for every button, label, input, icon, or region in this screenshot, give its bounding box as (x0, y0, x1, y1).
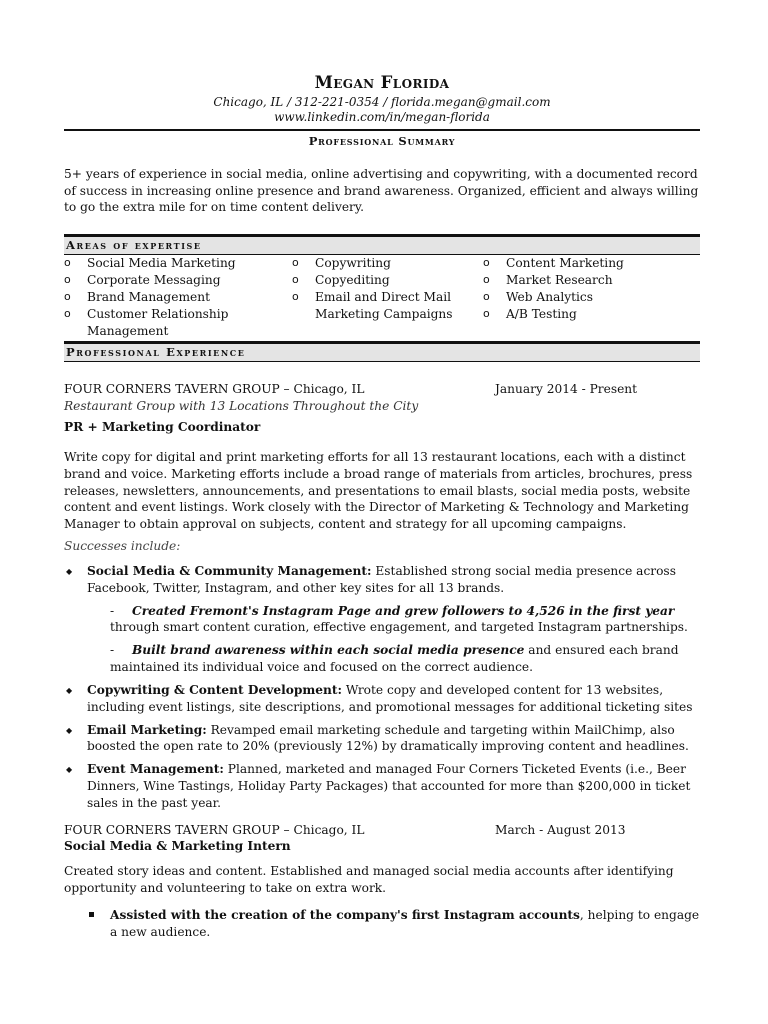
achievement-item: ◆ Copywriting & Content Development: Wrote copy and developed content for 13 websites, including event listings, site descriptions, and promotional messages for additional ticketing sites (66, 682, 693, 714)
expertise-column-2 (292, 255, 483, 339)
experience-heading: Professional Experience (64, 341, 700, 362)
diamond-bullet-icon: ◆ (66, 765, 73, 775)
expertise-column-3 (483, 255, 700, 339)
header-divider (64, 129, 700, 131)
linkedin-url: www.linkedin.com/in/megan-florida (274, 110, 490, 125)
diamond-bullet-icon: ◆ (66, 725, 73, 735)
expertise-item: o Market Research (483, 273, 613, 288)
job-1-header (64, 381, 700, 398)
resume-page (64, 70, 700, 941)
job-1-subtitle: Restaurant Group with 13 Locations Throughout the City (64, 399, 419, 414)
job-2-header (64, 822, 700, 839)
expertise-list (64, 255, 700, 339)
expertise-item: o Social Media Marketing (64, 256, 236, 271)
expertise-item: o Content Marketing (483, 256, 624, 271)
candidate-name: Megan Florida (314, 73, 450, 92)
job-2-role: Social Media & Marketing Intern (64, 839, 291, 854)
job-2-company: FOUR CORNERS TAVERN GROUP – Chicago, IL (64, 822, 365, 837)
expertise-column-1 (64, 255, 292, 339)
expertise-item: o Customer Relationship Management (64, 306, 229, 338)
achievement-item: ◆ Social Media & Community Management: Established strong social media presence across Facebook, Twitter, Instagram, and other key sites for all 13 brands. - Created Fremont's Instagram Page and grew followers to 4,526 in the first year through smart content curation, effective engagement, and targeted Instagram partnerships. - Built brand awareness within each social media presence and ensured each brand maintained its individual voice and focused on the correct audience. (64, 563, 700, 676)
expertise-item: o Web Analytics (483, 289, 593, 304)
job-2-description: Created story ideas and content. Established and managed social media accounts after identifying opportunity and volunteering to take on extra work. (64, 864, 674, 896)
diamond-bullet-icon: ◆ (66, 566, 73, 576)
job-1-description: Write copy for digital and print marketing efforts for all 13 restaurant locations, each with a distinct brand and voice. Marketing efforts include a broad range of materials from articles, brochures, press releases, newsletters, announcements, and presentations to email blasts, social media posts, website content and event listings. Work closely with the Director of Marketing & Technology and Marketing Manager to obtain approval on subjects, content and strategy for all upcoming campaigns. (64, 449, 693, 532)
achievement-item: ◆ Email Marketing: Revamped email marketing schedule and targeting within MailChimp, also boosted the open rate to 20% (previously 12%) by dramatically improving content and headlines. (66, 722, 689, 754)
summary-text: 5+ years of experience in social media, online advertising and copywriting, with a documented record of success in increasing online presence and brand awareness. Organized, efficient and always willing to go the extra mile for on time content delivery. (64, 166, 699, 215)
expertise-item: o Copywriting (292, 256, 391, 271)
contact-line: Chicago, IL / 312-221-0354 / florida.megan@gmail.com (213, 94, 551, 109)
job-1-achievements (64, 563, 700, 812)
job-1-dates: January 2014 - Present (495, 382, 638, 397)
diamond-bullet-icon: ◆ (66, 685, 73, 695)
expertise-item: o Email and Direct Mail Marketing Campaigns (292, 289, 453, 321)
square-bullet-icon (89, 912, 94, 917)
job-1-company: FOUR CORNERS TAVERN GROUP – Chicago, IL (64, 382, 365, 397)
expertise-item: o A/B Testing (483, 306, 577, 321)
sub-achievement: - Created Fremont's Instagram Page and grew followers to 4,526 in the first year through smart content curation, effective engagement, and targeted Instagram partnerships. (110, 603, 688, 635)
summary-heading: Professional Summary (308, 133, 456, 148)
successes-label: Successes include: (64, 539, 181, 554)
expertise-item: o Brand Management (64, 289, 210, 304)
job-1-role: PR + Marketing Coordinator (64, 420, 261, 435)
achievement-item: Assisted with the creation of the company's first Instagram accounts, helping to engage a new audience. (87, 907, 700, 941)
expertise-item: o Corporate Messaging (64, 273, 221, 288)
achievement-item: ◆ Event Management: Planned, marketed and managed Four Corners Ticketed Events (i.e., Beer Dinners, Wine Tastings, Holiday Party Packages) that accounted for more than $200,000 in ticket sales in the past year. (66, 762, 691, 810)
job-2-achievements (87, 907, 700, 941)
job-2-dates: March - August 2013 (495, 822, 626, 837)
expertise-heading: Areas of expertise (64, 234, 700, 255)
expertise-item: o Copyediting (292, 273, 390, 288)
sub-achievement: - Built brand awareness within each social media presence and ensured each brand maintained its individual voice and focused on the correct audience. (110, 643, 679, 675)
